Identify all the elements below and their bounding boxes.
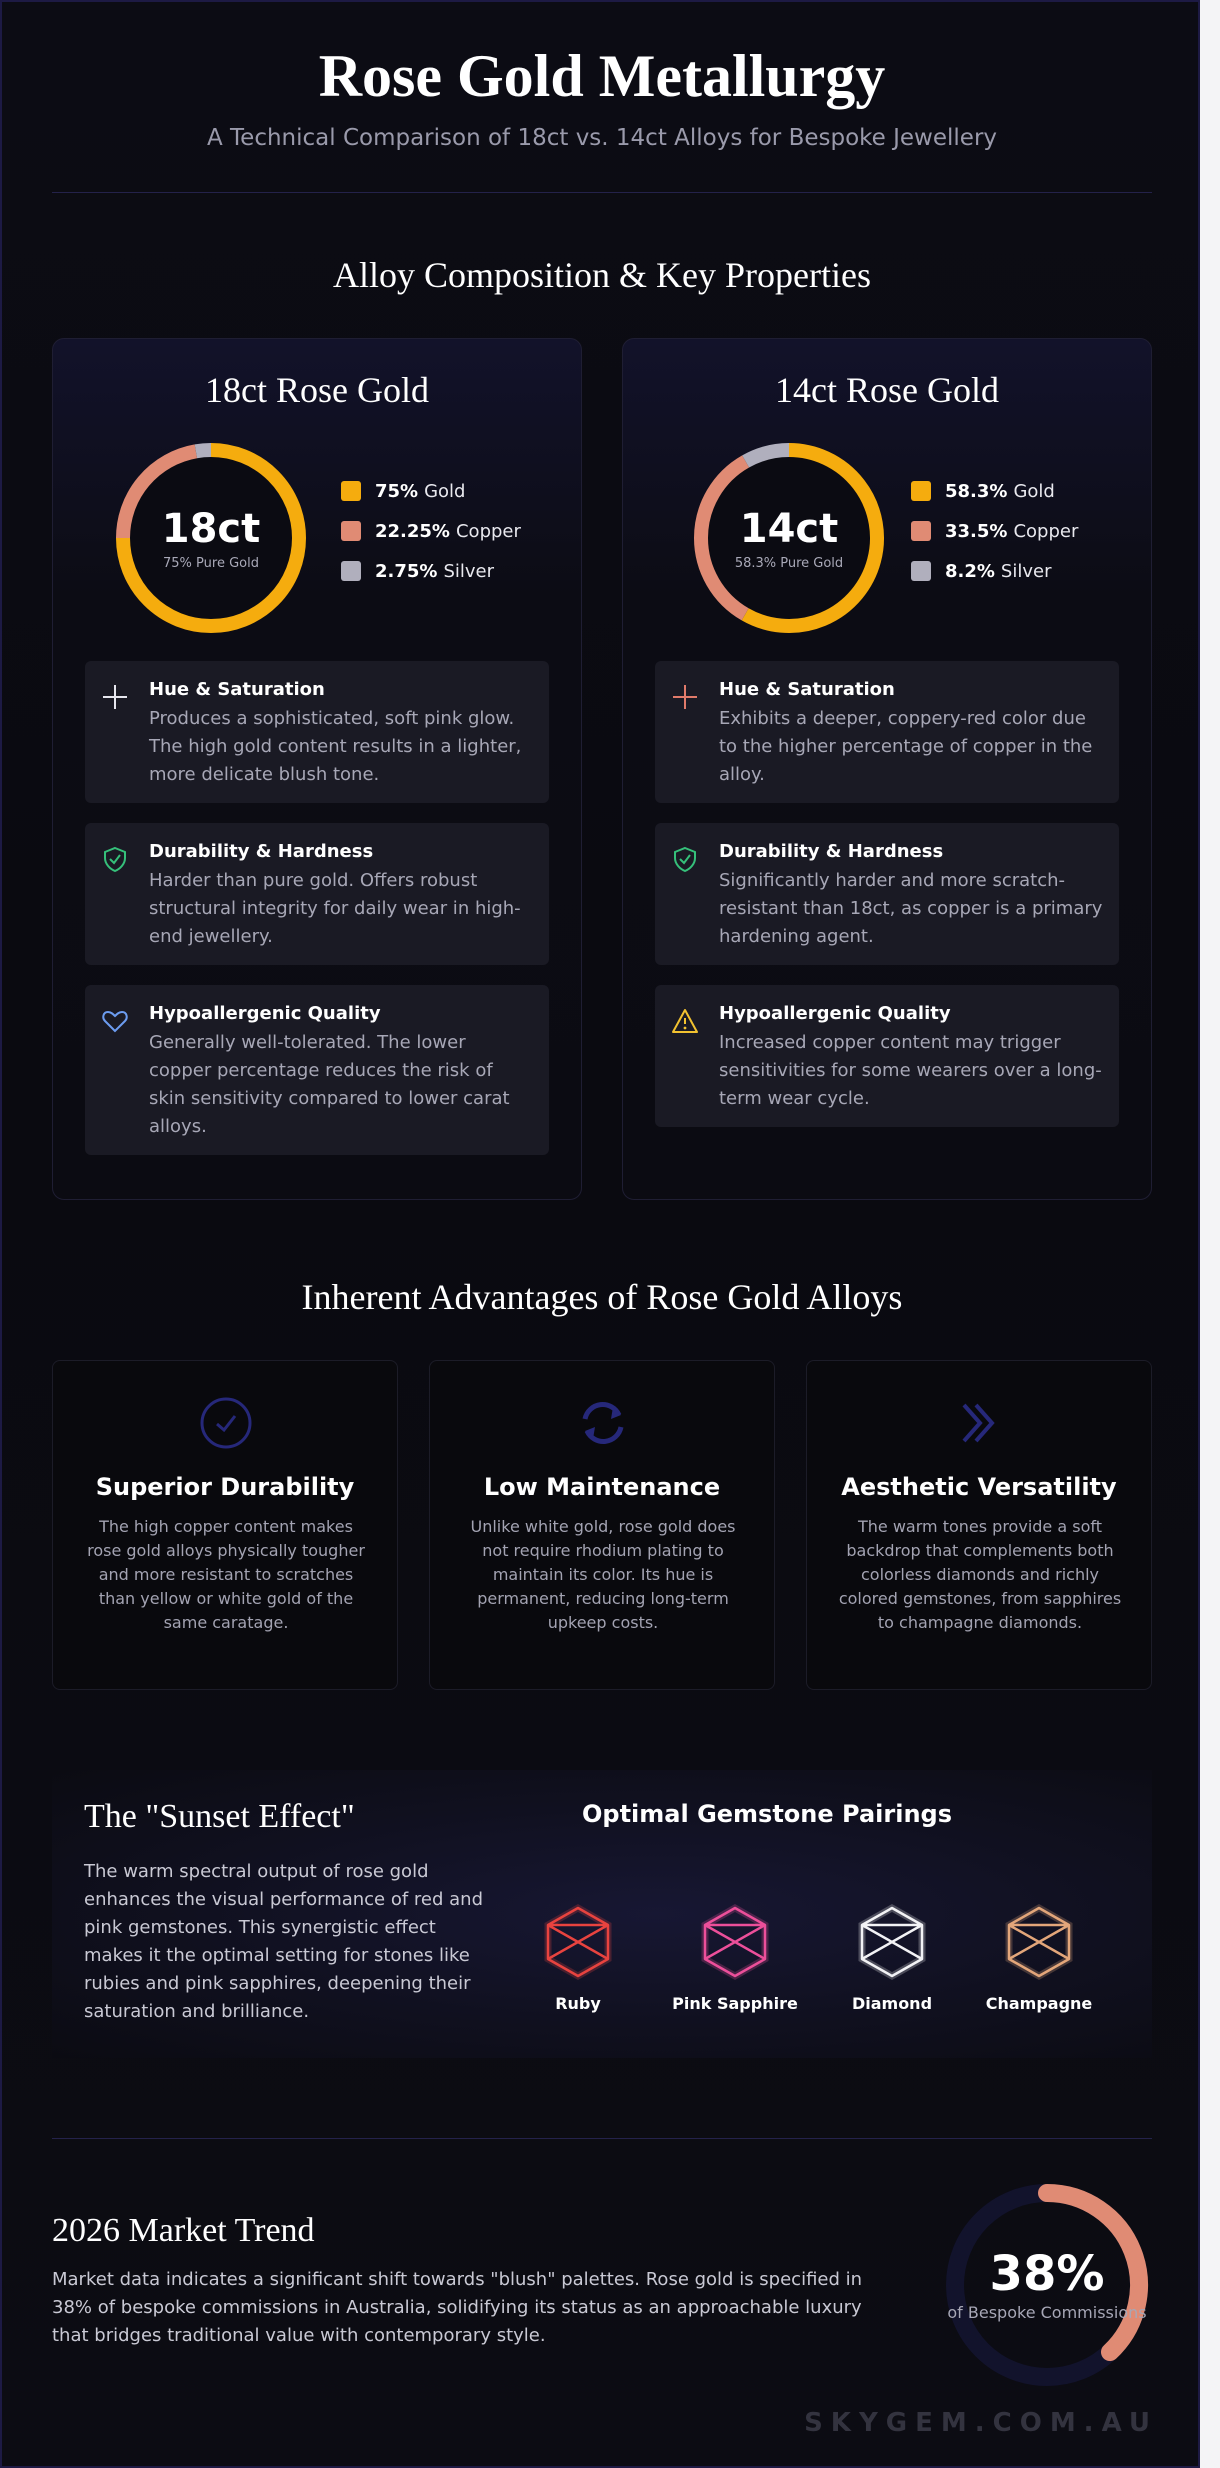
copper-swatch — [911, 521, 931, 541]
composition-legend — [911, 479, 1078, 599]
advantage-text: The warm tones provide a soft backdrop that complements both colorless diamonds and richly colored gemstones, from sapphires to champagne diamonds. — [838, 1517, 1122, 1632]
property-title: Hue & Saturation — [149, 679, 325, 700]
silver-swatch — [341, 561, 361, 581]
property-title: Hue & Saturation — [719, 679, 895, 700]
gem-shape — [1009, 1908, 1069, 1976]
alloy-card-18ct — [52, 338, 582, 1200]
market-title: 2026 Market Trend — [52, 2212, 315, 2249]
market-divider — [52, 2138, 1152, 2139]
advantage-text: Unlike white gold, rose gold does not require rhodium plating to maintain its color. Its hue is permanent, reducing long-term upkeep costs. — [470, 1517, 736, 1632]
donut-center-label: 14ct — [739, 505, 839, 552]
shield-check-icon — [101, 845, 129, 873]
property-hypoallergenic — [655, 985, 1119, 1127]
donut-center-sublabel: 58.3% Pure Gold — [734, 555, 844, 571]
gem-ruby — [508, 1902, 648, 2013]
gem-name: Ruby — [555, 1994, 601, 2013]
alloy-card-14ct — [622, 338, 1152, 1200]
property-title: Durability & Hardness — [149, 841, 374, 862]
legend-item-copper — [911, 519, 1078, 543]
legend-metal: Silver — [1000, 560, 1052, 582]
legend-percent: 2.75% — [375, 560, 438, 582]
gem-name: Pink Sapphire — [672, 1994, 798, 2013]
plus-icon — [101, 683, 129, 711]
check-circle-icon — [196, 1393, 256, 1453]
legend-item-gold — [341, 479, 521, 503]
gem-icon — [999, 1902, 1079, 1982]
composition-donut — [691, 440, 887, 636]
legend-item-gold — [911, 479, 1078, 503]
legend-percent: 58.3% — [945, 480, 1008, 502]
legend-percent: 22.25% — [375, 520, 450, 542]
gauge-value: 38% — [989, 2246, 1105, 2302]
sunset-title: The "Sunset Effect" — [84, 1798, 355, 1835]
gem-shape — [862, 1908, 922, 1976]
gem-name: Diamond — [851, 1994, 933, 2013]
advantage-text: The high copper content makes rose gold alloys physically tougher and more resistant to scratches than yellow or white gold of the same caratage. — [87, 1517, 365, 1632]
legend-metal: Gold — [424, 480, 466, 502]
pairings-title: Optimal Gemstone Pairings — [582, 1800, 952, 1828]
property-title: Hypoallergenic Quality — [719, 1003, 951, 1024]
gem-shape — [548, 1908, 608, 1976]
gauge-label: of Bespoke Commissions — [947, 2303, 1147, 2322]
legend-metal: Copper — [455, 520, 521, 542]
page-title: Rose Gold Metallurgy — [318, 43, 886, 109]
composition-donut — [113, 440, 309, 636]
legend-metal: Silver — [443, 560, 495, 582]
footer-brand: SKYGEM.COM.AU — [804, 2408, 1158, 2438]
plus-icon — [671, 683, 699, 711]
gem-shape — [705, 1908, 765, 1976]
advantage-card-versatility — [806, 1360, 1152, 1690]
page-subtitle: A Technical Comparison of 18ct vs. 14ct Alloys for Bespoke Jewellery — [206, 125, 998, 151]
advantages-section-title: Inherent Advantages of Rose Gold Alloys — [301, 1277, 903, 1317]
refresh-icon — [573, 1393, 633, 1453]
property-title: Hypoallergenic Quality — [149, 1003, 381, 1024]
composition-legend — [341, 479, 521, 599]
property-title: Durability & Hardness — [719, 841, 944, 862]
market-text: Market data indicates a significant shift towards "blush" palettes. Rose gold is specified in 38% of bespoke commissions in Australia, solidifying its status as an approachable luxury that bridges traditional value with contemporary style. — [52, 2269, 863, 2346]
legend-item-copper — [341, 519, 521, 543]
property-text: Increased copper content may trigger sensitivities for some wearers over a long-term wear cycle. — [719, 1032, 1102, 1109]
donut-center-sublabel: 75% Pure Gold — [163, 555, 259, 571]
property-text: Produces a sophisticated, soft pink glow. The high gold content results in a lighter, more delicate blush tone. — [149, 708, 522, 785]
legend-percent: 8.2% — [945, 560, 995, 582]
property-text: Significantly harder and more scratch-resistant than 18ct, as copper is a primary hardening agent. — [719, 870, 1103, 947]
legend-percent: 75% — [375, 480, 419, 502]
heart-icon — [101, 1007, 129, 1035]
legend-metal: Copper — [1013, 520, 1079, 542]
property-durability — [85, 823, 549, 965]
gem-diamond — [822, 1902, 962, 2013]
advantage-card-maintenance — [429, 1360, 775, 1690]
gem-pink-sapphire — [665, 1902, 805, 2013]
sunset-effect-panel — [52, 1770, 1152, 2058]
advantage-title: Low Maintenance — [483, 1473, 721, 1501]
alloy-title: 18ct Rose Gold — [205, 370, 429, 410]
gold-swatch — [341, 481, 361, 501]
alloy-title: 14ct Rose Gold — [775, 370, 999, 410]
shield-check-icon — [671, 845, 699, 873]
composition-section-title: Alloy Composition & Key Properties — [333, 255, 871, 295]
advantage-title: Aesthetic Versatility — [841, 1473, 1117, 1501]
legend-item-silver — [341, 559, 521, 583]
property-hue — [655, 661, 1119, 803]
gem-icon — [852, 1902, 932, 1982]
gem-icon — [538, 1902, 618, 1982]
gold-swatch — [911, 481, 931, 501]
legend-item-silver — [911, 559, 1078, 583]
warning-triangle-icon — [671, 1007, 699, 1035]
property-text: Harder than pure gold. Offers robust structural integrity for daily wear in high-end jewellery. — [149, 870, 521, 947]
property-text: Exhibits a deeper, coppery-red color due to the higher percentage of copper in the alloy. — [719, 708, 1093, 785]
gem-champagne — [969, 1902, 1109, 2013]
scrollbar-track[interactable] — [1200, 0, 1220, 2468]
copper-swatch — [341, 521, 361, 541]
advantage-title: Superior Durability — [95, 1473, 355, 1501]
legend-percent: 33.5% — [945, 520, 1008, 542]
double-chevron-right-icon — [950, 1393, 1010, 1453]
gem-icon — [695, 1902, 775, 1982]
gem-name: Champagne — [985, 1994, 1093, 2013]
page-header — [52, 42, 1152, 151]
property-text: Generally well-tolerated. The lower copper percentage reduces the risk of skin sensitivity compared to lower carat alloys. — [149, 1032, 510, 1137]
silver-swatch — [911, 561, 931, 581]
legend-metal: Gold — [1013, 480, 1055, 502]
property-hypoallergenic — [85, 985, 549, 1155]
header-divider — [52, 192, 1152, 193]
sunset-text: The warm spectral output of rose gold enhances the visual performance of red and pink gemstones. This synergistic effect makes it the optimal setting for stones like rubies and pink sapphires, deepening their saturation and brilliance. — [84, 1861, 484, 2022]
advantage-card-durability — [52, 1360, 398, 1690]
donut-center-label: 18ct — [161, 505, 261, 552]
property-durability — [655, 823, 1119, 965]
market-gauge — [940, 2178, 1154, 2392]
property-hue — [85, 661, 549, 803]
